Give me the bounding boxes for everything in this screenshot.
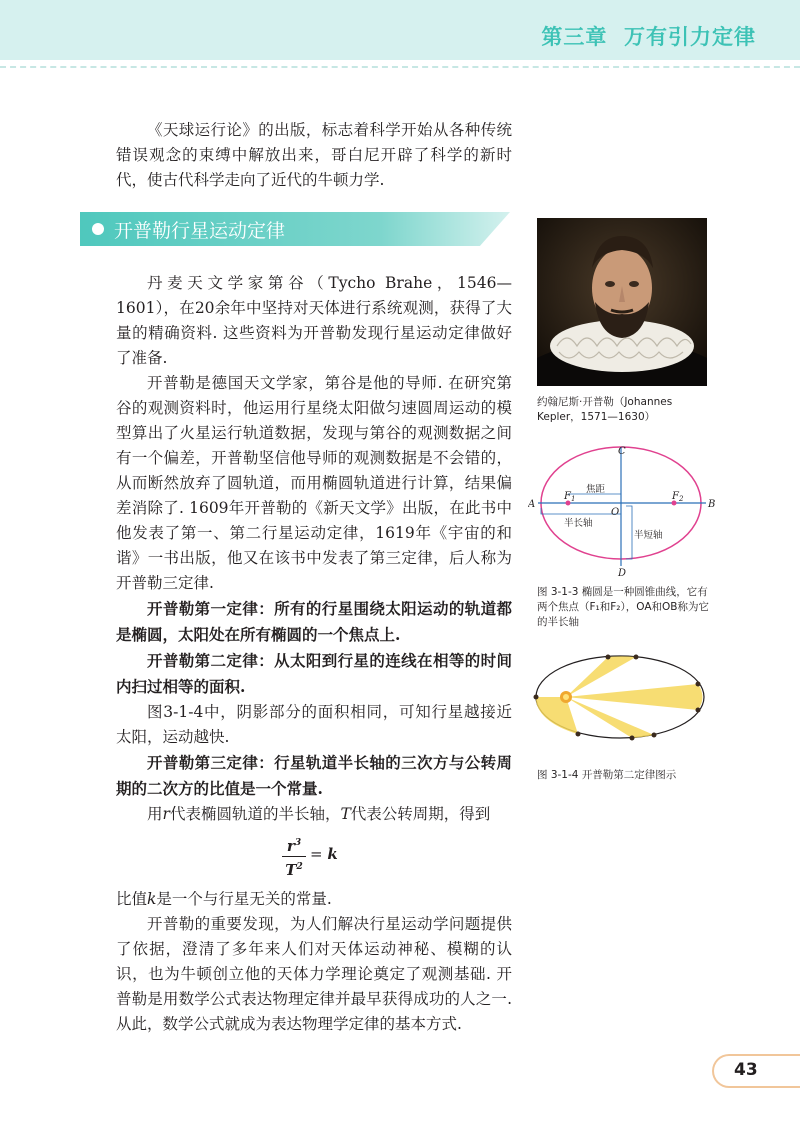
third-law-text: 开普勒第三定律：行星轨道半长轴的三次方与公转周期的二次方的比值是一个常量. bbox=[116, 753, 512, 798]
label-F2-letter: F bbox=[672, 491, 679, 502]
semi-major-bracket bbox=[541, 508, 621, 514]
label-focal-distance: 焦距 bbox=[586, 484, 606, 495]
kepler-portrait-illustration bbox=[537, 218, 707, 386]
main-text bbox=[116, 271, 512, 1037]
formula-r-exponent: 3 bbox=[294, 838, 302, 848]
formula-denominator bbox=[282, 857, 306, 880]
paragraph-significance: 开普勒的重要发现，为人们解决行星运动学问题提供了依据，澄清了多年来人们对天体运动神秘、模糊的认识，也为牛顿创立他的天体力学理论奠定了观测基础. 开普勒是用数学公式表达物理定律并最早获得成功的人之一. 从此，数学公式就成为表达物理学定律的基本方式. bbox=[116, 915, 512, 1033]
formula-equals: = bbox=[310, 845, 323, 863]
intro-paragraph: 《天球运行论》的出版，标志着科学开始从各种传统错误观念的束缚中解放出来，哥白尼开辟了科学的新时代，使古代科学走向了近代的牛顿力学. bbox=[116, 121, 512, 189]
notation-text-2: 代表椭圆轨道的半长轴， bbox=[169, 805, 341, 823]
second-law-diagram bbox=[528, 654, 718, 764]
paragraph-constant bbox=[116, 887, 512, 912]
formula-r: r bbox=[286, 837, 295, 855]
formula-fraction bbox=[282, 833, 306, 880]
kepler-first-law bbox=[116, 596, 512, 648]
planet-position bbox=[606, 655, 611, 660]
paragraph-tycho: 丹麦天文学家第谷（Tycho Brahe，1546—1601），在20余年中坚持对天体进行系统观测，获得了大量的精确资料. 这些资料为开普勒发现行星运动定律做好了准备. bbox=[116, 274, 512, 367]
label-semi-minor: 半短轴 bbox=[634, 530, 663, 541]
label-D: D bbox=[618, 568, 627, 579]
planet-position bbox=[696, 708, 701, 713]
label-F1-subscript: 1 bbox=[570, 495, 576, 503]
label-F2-subscript: 2 bbox=[678, 495, 684, 503]
paragraph-notation bbox=[116, 802, 512, 827]
section-title: 开普勒行星运动定律 bbox=[114, 220, 286, 242]
paragraph-kepler-history: 开普勒是德国天文学家，第谷是他的导师. 在研究第谷的观测资料时，他运用行星绕太阳做匀速圆周运动的模型算出了火星运行轨道数据，发现与第谷的观测数据之间有一个偏差，开普勒坚信他导师的观测数据是不会错的，从而断然放弃了圆轨道，而用椭圆轨道进行计算，结果偏差消除了. 1609年开普勒的《新天文学》出版，在此书中他发表了第一、第二行星运动定律，1619年《宇宙的和谐》一书出版，他又在该书中发表了第三定律，后人称为开普勒三定律. bbox=[116, 374, 512, 592]
constant-text-1: 比值 bbox=[116, 890, 148, 908]
portrait-caption: 约翰尼斯·开普勒（Johannes Kepler，1571—1630） bbox=[537, 396, 673, 423]
header-divider bbox=[0, 66, 800, 68]
second-law-text: 开普勒第二定律：从太阳到行星的连线在相等的时间内扫过相等的面积. bbox=[116, 651, 512, 696]
figure-313-caption: 图 3-1-3 椭圆是一种圆锥曲线，它有两个焦点（F₁和F₂），OA和OB称为它的半长轴 bbox=[537, 586, 709, 628]
planet-position bbox=[576, 732, 581, 737]
first-law-text: 开普勒第一定律：所有的行星围绕太阳运动的轨道都是椭圆，太阳处在所有椭圆的一个焦点上. bbox=[116, 599, 512, 644]
kepler-second-law bbox=[116, 648, 512, 700]
sun-core bbox=[563, 694, 569, 700]
label-F1-letter: F bbox=[564, 491, 571, 502]
chapter-title: 第三章 万有引力定律 bbox=[541, 25, 756, 49]
formula-T-exponent: 2 bbox=[296, 862, 303, 872]
var-k: k bbox=[147, 890, 157, 908]
planet-position bbox=[634, 655, 639, 660]
page-number: 43 bbox=[734, 1060, 758, 1080]
label-B: B bbox=[708, 499, 716, 510]
bullet-dot-icon bbox=[92, 223, 104, 235]
label-O: O bbox=[611, 507, 620, 518]
notation-text-1: 用 bbox=[147, 805, 163, 823]
label-semi-major: 半长轴 bbox=[564, 518, 593, 529]
planet-position bbox=[534, 695, 539, 700]
var-r: r bbox=[162, 805, 170, 823]
notation-text-3: 代表公转周期，得到 bbox=[350, 805, 491, 823]
label-A: A bbox=[528, 499, 536, 510]
constant-text-2: 是一个与行星无关的常量. bbox=[156, 890, 332, 908]
paragraph-fig-ref: 图3-1-4中，阴影部分的面积相同，可知行星越接近太阳，运动越快. bbox=[116, 703, 512, 746]
kepler-portrait bbox=[537, 218, 707, 386]
planet-position bbox=[630, 736, 635, 741]
label-F2 bbox=[671, 491, 684, 503]
formula-k: k bbox=[327, 845, 338, 863]
var-T: T bbox=[340, 805, 351, 823]
formula-numerator bbox=[282, 833, 306, 857]
label-F1 bbox=[563, 491, 575, 503]
kepler-third-law-formula bbox=[116, 833, 512, 883]
planet-position bbox=[696, 682, 701, 687]
semi-minor-bracket bbox=[626, 506, 632, 559]
formula-T: T bbox=[285, 861, 297, 879]
kepler-third-law bbox=[116, 750, 512, 802]
ellipse-diagram bbox=[528, 442, 718, 582]
figure-314-caption: 图 3-1-4 开普勒第二定律图示 bbox=[537, 769, 677, 781]
formula-rhs bbox=[310, 845, 338, 863]
label-C: C bbox=[618, 446, 626, 457]
planet-position bbox=[652, 733, 657, 738]
